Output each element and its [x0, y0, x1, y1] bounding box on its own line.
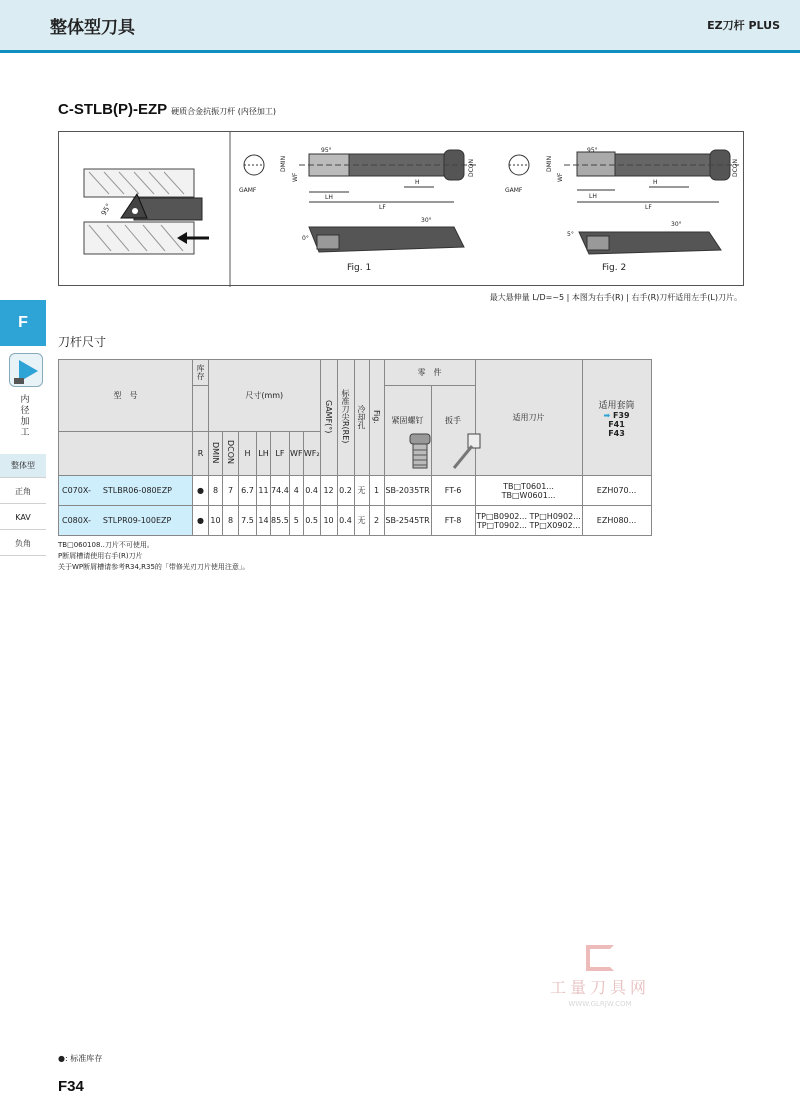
sidebar-section-label: 内径加工: [20, 395, 30, 438]
col-insert: 适用刀片: [475, 360, 582, 476]
col-dims: 尺寸(mm): [209, 360, 321, 432]
overhang-note: 最大悬伸量 L/D=~5 | 本图为右手(R) | 右手(R)刀杆适用左手(L)刀片。: [489, 293, 742, 302]
lh-cell: 11: [257, 476, 271, 506]
fig1-angle0-label: 0°: [302, 235, 309, 242]
fig1-dmin-label: DMIN: [280, 155, 287, 172]
col-screw: 紧固螺钉: [384, 386, 431, 476]
footnote-3: 关于WP断屑槽请参考R34,R35的「带修光刃刀片使用注意」。: [58, 563, 250, 571]
fig2-dmin-label: DMIN: [546, 155, 553, 172]
wf2-cell: 0.5: [303, 506, 320, 536]
sidebar-item-negative[interactable]: 负角: [0, 532, 46, 556]
sleeve-cell: EZH070...: [582, 476, 651, 506]
fig2-gamf-label: GAMF: [505, 187, 523, 194]
sidebar-item-solid[interactable]: 整体型: [0, 454, 46, 478]
col-coolant: 冷却孔: [354, 360, 369, 476]
sleeve-ref-f39: ➡ F39: [603, 410, 630, 420]
sleeve-ref-f41: F41: [608, 419, 625, 429]
angle-95-label: 95°: [99, 202, 113, 217]
screw-icon: [405, 432, 435, 472]
page-header: [0, 0, 800, 50]
col-wrench: 扳手: [431, 386, 475, 476]
stock-cell: ●: [193, 506, 209, 536]
col-parts: 零 件: [384, 360, 475, 386]
drawing-box: [58, 131, 744, 286]
insert-cell: TB□T0601... TB□W0601...: [475, 476, 582, 506]
col-wf: WF: [289, 432, 303, 476]
col-h: H: [239, 432, 257, 476]
re-cell: 0.4: [337, 506, 354, 536]
stock-legend: ●: 标准库存: [58, 1054, 103, 1063]
product-title: [58, 101, 276, 118]
section-title: 刀杆尺寸: [58, 335, 107, 349]
fig1-wf-label: WF: [292, 172, 299, 182]
dcon-cell: 8: [223, 506, 239, 536]
col-stock: 库存: [193, 360, 209, 386]
gamf-cell: 10: [320, 506, 337, 536]
lf-cell: 85.5: [271, 506, 290, 536]
fig1-caption: Fig. 1: [347, 263, 372, 273]
footnotes: [58, 540, 249, 573]
section-view: [84, 169, 209, 254]
fig1-lh-label: LH: [325, 194, 333, 201]
fig1-gamf-label: GAMF: [239, 187, 257, 194]
col-fig: Fig.: [369, 360, 384, 476]
fig1-lf-label: LF: [379, 204, 386, 211]
fig1-angle30-label: 30°: [421, 217, 432, 224]
boring-icon[interactable]: [9, 353, 43, 387]
footnote-1: TB□060108..刀片不可使用。: [58, 541, 154, 549]
fig2-h-label: H: [653, 179, 658, 186]
fig1-dcon-label: DCON: [468, 158, 475, 177]
table-row: [59, 476, 652, 506]
product-subtitle: 硬质合金抗振刀杆 (内径加工): [171, 107, 276, 116]
fig2-wf-label: WF: [557, 172, 564, 182]
col-lh: LH: [257, 432, 271, 476]
fig-cell: 1: [369, 476, 384, 506]
fig2-dcon-label: DCON: [732, 158, 739, 177]
watermark-logo-icon: [586, 945, 614, 971]
dcon-cell: 7: [223, 476, 239, 506]
fig2-drawing: [509, 150, 739, 254]
wrench-cell: FT-8: [431, 506, 475, 536]
fig2-caption: Fig. 2: [602, 263, 627, 273]
fig1-h-label: H: [415, 179, 420, 186]
col-re: 标准刀尖R(RE): [337, 360, 354, 476]
footnote-2: P断屑槽请使用右手(R)刀片: [58, 552, 143, 560]
col-wf2: WF₂: [303, 432, 320, 476]
lf-cell: 74.4: [271, 476, 290, 506]
coolant-cell: 无: [354, 476, 369, 506]
sleeve-cell: EZH080...: [582, 506, 651, 536]
watermark: [540, 945, 660, 1008]
wf-cell: 5: [289, 506, 303, 536]
sidebar-item-kav[interactable]: KAV: [0, 506, 46, 530]
col-dmin: DMIN: [209, 432, 223, 476]
stock-cell: ●: [193, 476, 209, 506]
h-cell: 6.7: [239, 476, 257, 506]
header-rule: [0, 50, 800, 53]
chapter-tab-f[interactable]: F: [0, 300, 46, 346]
page-number: F34: [58, 1078, 84, 1095]
fig1-angle-label: 95°: [321, 147, 332, 154]
header-title: 整体型刀具: [50, 18, 135, 38]
fig2-angle30-label: 30°: [671, 221, 682, 228]
holder-table: [58, 359, 652, 536]
model-cell[interactable]: C070X- STLBR06-080EZP: [59, 476, 193, 506]
fig2-angle5-label: 5°: [567, 231, 574, 238]
wrench-cell: FT-6: [431, 476, 475, 506]
dmin-cell: 10: [209, 506, 223, 536]
watermark-url: WWW.GLRJW.COM: [568, 1000, 632, 1008]
wf-cell: 4: [289, 476, 303, 506]
col-sleeve: 适用套筒 ➡ F39 F41 F43: [582, 360, 651, 476]
col-dcon: DCON: [223, 432, 239, 476]
col-model-spacer: [59, 432, 193, 476]
fig2-lf-label: LF: [645, 204, 652, 211]
col-lf: LF: [271, 432, 290, 476]
wrench-icon: [448, 432, 484, 472]
table-row: [59, 506, 652, 536]
watermark-text: 工量刀具网: [549, 978, 650, 997]
re-cell: 0.2: [337, 476, 354, 506]
coolant-cell: 无: [354, 506, 369, 536]
sidebar-item-positive[interactable]: 正角: [0, 480, 46, 504]
insert-cell: TP□B0902... TP□H0902... TP□T0902... TP□X0902...: [475, 506, 582, 536]
h-cell: 7.5: [239, 506, 257, 536]
fig2-lh-label: LH: [589, 193, 597, 200]
header-series: EZ刀杆 PLUS: [707, 19, 780, 32]
product-code: C-STLB(P)-EZP: [58, 101, 168, 118]
sleeve-ref-f43: F43: [608, 428, 625, 438]
screw-cell: SB-2545TR: [384, 506, 431, 536]
technical-drawing: [59, 132, 745, 287]
col-stock-spacer: [193, 386, 209, 432]
screw-cell: SB-2035TR: [384, 476, 431, 506]
lh-cell: 14: [257, 506, 271, 536]
wf2-cell: 0.4: [303, 476, 320, 506]
col-r: R: [193, 432, 209, 476]
fig2-angle-label: 95°: [587, 147, 598, 154]
col-model: 型 号: [59, 360, 193, 432]
fig-cell: 2: [369, 506, 384, 536]
model-cell[interactable]: C080X- STLPR09-100EZP: [59, 506, 193, 536]
gamf-cell: 12: [320, 476, 337, 506]
dmin-cell: 8: [209, 476, 223, 506]
col-gamf: GAMF(°): [320, 360, 337, 476]
